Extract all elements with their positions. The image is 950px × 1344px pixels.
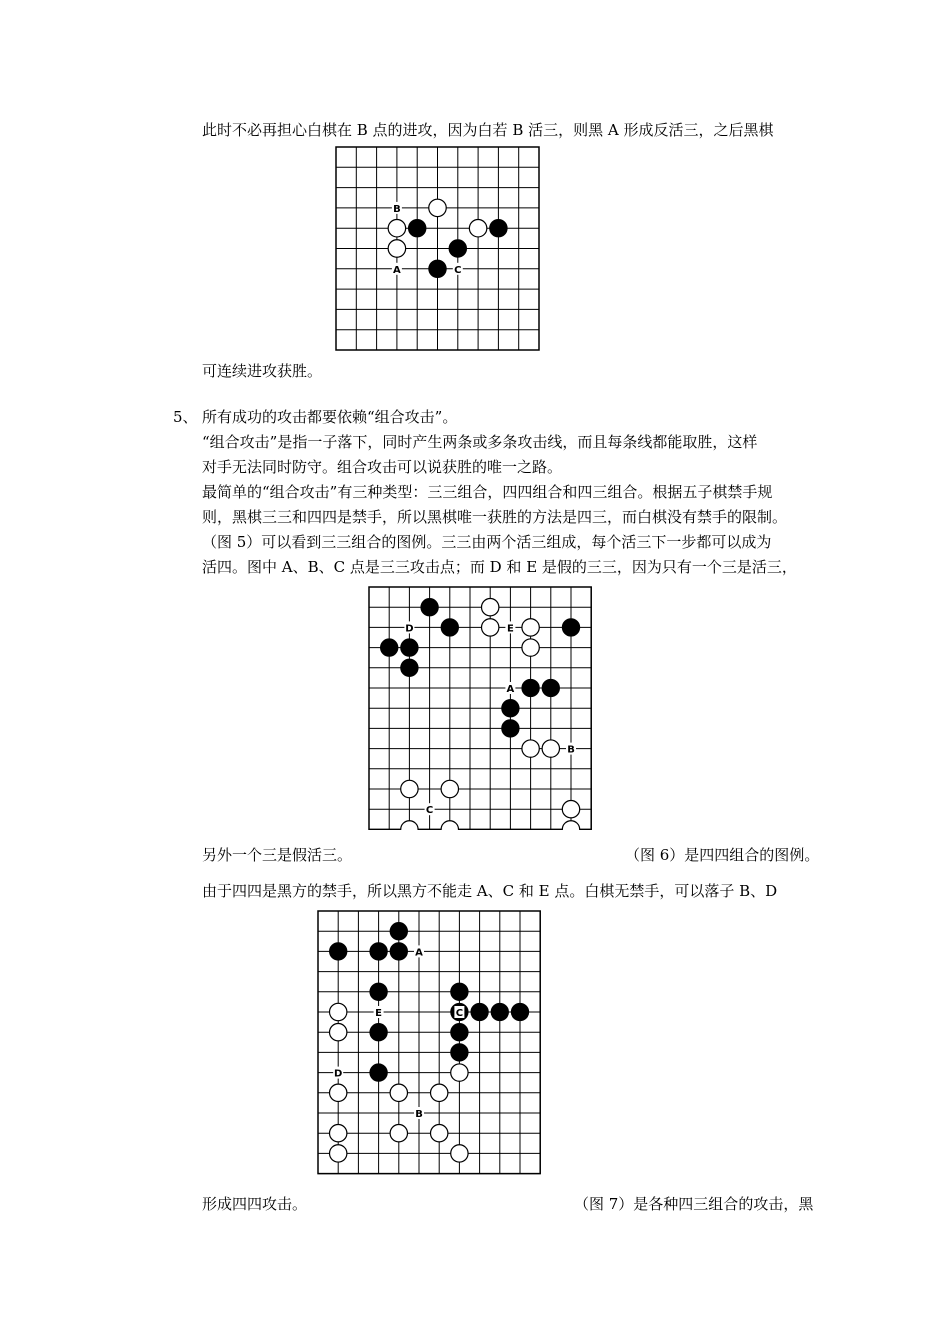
text-line-3: 所有成功的攻击都要依赖“组合攻击”。 — [202, 408, 458, 426]
black-stone — [449, 240, 466, 257]
white-stone — [330, 1125, 347, 1142]
white-stone — [441, 821, 458, 830]
black-stone — [522, 679, 539, 696]
point-label: B — [393, 203, 401, 215]
point-label: A — [506, 684, 515, 695]
figure-board-3 — [317, 910, 541, 1175]
text-line-1: 此时不必再担心白棋在 B 点的进攻，因为白若 B 活三，则黑 A 形成反活三，之后黑棋 — [202, 121, 774, 139]
white-stone — [562, 801, 579, 818]
black-stone — [451, 983, 468, 1000]
white-stone — [542, 740, 559, 757]
white-stone — [401, 780, 418, 797]
black-stone — [370, 943, 387, 960]
white-stone — [390, 1084, 407, 1101]
text-line-8: （图 5）可以看到三三组合的图例。三三由两个活三组成，每个活三下一步都可以成为 — [202, 533, 772, 551]
point-label: B — [415, 1109, 423, 1120]
white-stone — [482, 619, 499, 636]
white-stone — [388, 240, 405, 257]
figure-board-1 — [335, 146, 540, 352]
white-stone — [330, 1145, 347, 1162]
black-stone — [370, 983, 387, 1000]
black-stone — [511, 1003, 528, 1020]
black-stone — [429, 260, 446, 277]
text-line-5: 对手无法同时防守。组合攻击可以说获胜的唯一之路。 — [202, 458, 563, 476]
point-label: D — [334, 1068, 343, 1080]
white-stone — [388, 219, 405, 236]
black-stone — [381, 639, 398, 656]
list-number-5: 5、 — [173, 408, 198, 426]
white-stone — [522, 619, 539, 636]
white-stone — [441, 780, 458, 797]
white-stone — [330, 1003, 347, 1020]
black-stone — [542, 679, 559, 696]
black-stone — [451, 1024, 468, 1041]
black-stone — [471, 1003, 488, 1020]
black-stone — [370, 1024, 387, 1041]
grid — [318, 911, 540, 1174]
black-stone — [451, 1044, 468, 1061]
black-stone — [562, 619, 579, 636]
white-stone — [390, 1125, 407, 1142]
white-stone — [401, 821, 418, 830]
white-stone — [330, 1024, 347, 1041]
white-stone — [522, 639, 539, 656]
black-stone — [401, 659, 418, 676]
text-line-10a: 另外一个三是假活三。 — [202, 846, 353, 864]
text-line-6: 最简单的“组合攻击”有三种类型：三三组合，四四组合和四三组合。根据五子棋禁手规 — [202, 483, 773, 501]
white-stone — [431, 1125, 448, 1142]
text-line-7: 则，黑棋三三和四四是禁手，所以黑棋唯一获胜的方法是四三，而白棋没有禁手的限制。 — [202, 508, 788, 526]
black-stone — [390, 943, 407, 960]
white-stone — [330, 1084, 347, 1101]
white-stone — [431, 1084, 448, 1101]
black-stone — [330, 943, 347, 960]
white-stone — [562, 821, 579, 830]
white-stone — [429, 199, 446, 216]
point-label: A — [415, 947, 423, 959]
text-line-2: 可连续进攻获胜。 — [202, 362, 323, 380]
black-stone — [491, 1003, 508, 1020]
text-line-4: “组合攻击”是指一子落下，同时产生两条或多条攻击线，而且每条线都能取胜，这样 — [202, 433, 758, 451]
black-stone — [421, 599, 438, 616]
white-stone — [469, 219, 486, 236]
board-1 — [335, 146, 540, 352]
black-stone — [401, 639, 418, 656]
point-label: A — [393, 264, 401, 276]
point-label: D — [405, 623, 414, 635]
white-stone — [451, 1145, 468, 1162]
point-label: C — [425, 805, 434, 817]
point-label: E — [506, 623, 514, 635]
figure-board-2 — [368, 586, 592, 830]
point-label: C — [454, 264, 462, 276]
text-line-12a: 形成四四攻击。 — [202, 1195, 308, 1213]
point-label: E — [375, 1008, 383, 1019]
point-label: C — [455, 1008, 464, 1019]
black-stone — [408, 219, 425, 236]
white-stone — [451, 1064, 468, 1081]
point-label: B — [567, 744, 575, 756]
black-stone — [502, 700, 519, 717]
black-stone — [502, 720, 519, 737]
white-stone — [482, 599, 499, 616]
grid — [336, 147, 539, 350]
white-stone — [522, 740, 539, 757]
board-2 — [368, 586, 592, 830]
black-stone — [370, 1064, 387, 1081]
board-3 — [317, 910, 541, 1175]
text-line-12b: （图 7）是各种四三组合的攻击，黑 — [574, 1195, 814, 1213]
text-line-9: 活四。图中 A、B、C 点是三三攻击点；而 D 和 E 是假的三三，因为只有一个三是活三， — [202, 558, 797, 576]
text-line-11: 由于四四是黑方的禁手，所以黑方不能走 A、C 和 E 点。白棋无禁手，可以落子 B、D — [202, 882, 778, 900]
black-stone — [390, 923, 407, 940]
text-line-10b: （图 6）是四四组合的图例。 — [625, 846, 820, 864]
black-stone — [441, 619, 458, 636]
black-stone — [490, 219, 507, 236]
